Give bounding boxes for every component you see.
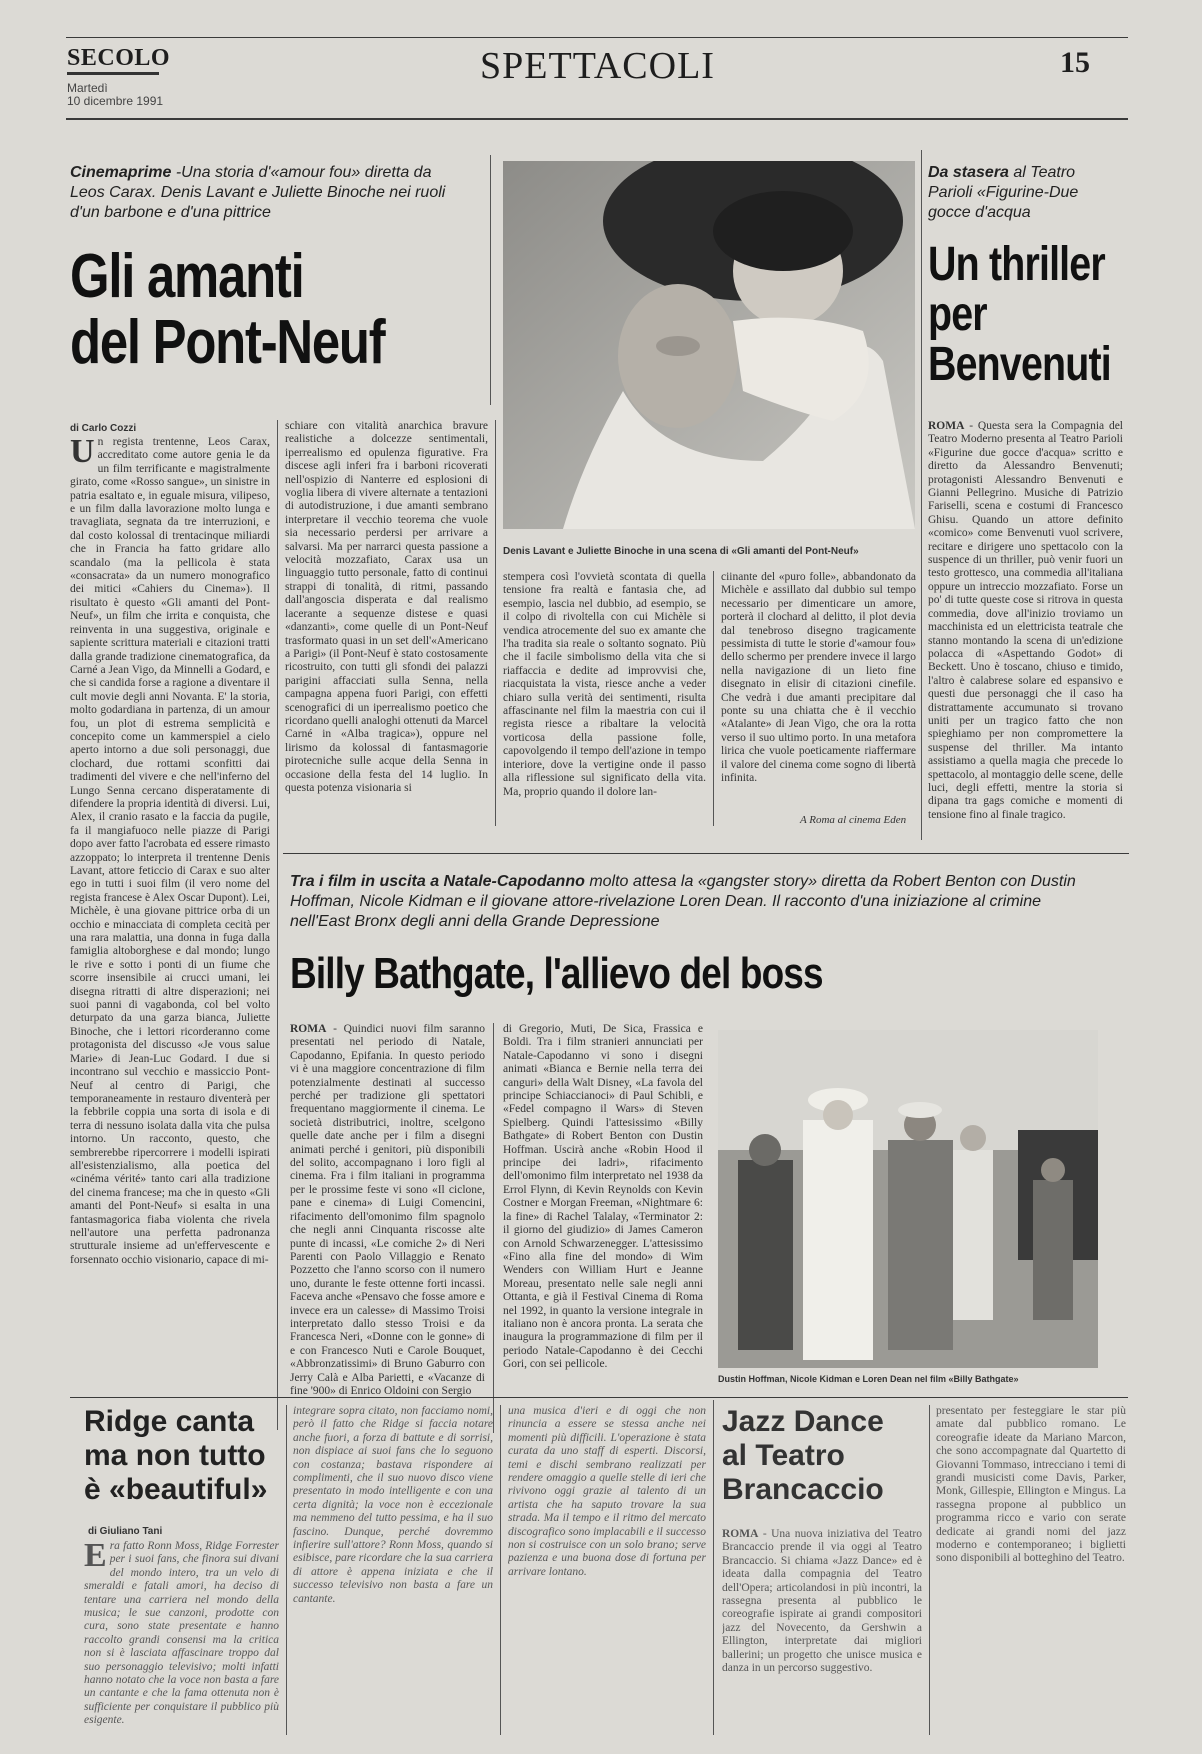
- page-number: 15: [1060, 46, 1090, 79]
- ridge-headline-line2: ma non tutto: [84, 1439, 266, 1472]
- masthead-logo-underline: [67, 72, 159, 75]
- thriller-headline-line2: per: [928, 288, 987, 341]
- thriller-kicker-text: al Teatro Parioli «Figurine-Due gocce d'acqua: [928, 164, 1079, 221]
- pontneuf-column-4: ciinante del «puro folle», abbandonato da Michèle e assillato dal dubbio sul tempo necessario per dimenticare un amore, porterà il clochard al delitto, il plot devia dal tenebroso disegno tragicamente pessimista di tutte le storie d'«amour fou» dello schermo per prendere invece il largo nella navigazione di un lieto fine disegnato in elisir di citazioni cinefile. Che vedrà i due amanti precipitare dal ponte su una chiatta che è il vecchio «Atalante» di Jean Vigo, che ora la rotta verso il suo ultimo porto. In una metafora lirica che vuole poeticamente riaffermare il valore del cinema come sogno di libertà infinita.: [721, 571, 916, 785]
- jazz-headline-line3: Brancaccio: [722, 1473, 884, 1506]
- thriller-headline-line3: Benvenuti: [928, 338, 1111, 391]
- jazz-headline-line1: Jazz Dance: [722, 1405, 884, 1438]
- jazz-column-2: presentato per festeggiare le star più amate dal pubblico romano. Le coreografie ideate da Mariano Marcon, che sono accompagnate dal Quartetto di Giovanni Tommaso, intrecciano i temi di grandi musicisti come Davis, Parker, Monk, Gillespie, Ellington e Mingus. La rassegna propone al pubblico un programma ricco e vario con serate dedicate ai grandi nomi del jazz moderno e contemporaneo; i biglietti sono disponibili al botteghino del Teatro.: [936, 1405, 1126, 1565]
- jazz-dateline: ROMA: [722, 1528, 759, 1540]
- thriller-divider: [921, 150, 922, 840]
- pontneuf-headline-line1: Gli amanti: [70, 242, 304, 311]
- pontneuf-column-1-text: n regista trentenne, Leos Carax, accreditato come autore genia le da un film terrificante e magistralmente girato, come «Rosso sangue», un sinistre in patria esaltato e, in eguale misura, vilipeso, e un film dalla lavorazione molto lunga e travagliata, segnata da tre interruzioni, e dal costo kolossal di trentacinque miliardi che in Francia ha fatto gridare allo scandalo (ma la pellicola è stata «consacrata» da un numero monografico dei mitici «Cahiers du Cinema»). Il risultato è questo «Gli amanti del Pont-Neuf», un film che irrita e conquista, che reinventa in una suggestiva, originale e sapiente scrittura materiali e citazioni tratti dalla grande tradizione cinematografica, da Carné a Jean Vigo, da Minnelli a Godard, e che si candida forse a ragione a diventare il cult movie degli anni Novanta. E' la storia, molto godardiana in partenza, di un amour fou, un plot di estrema semplicità e concepito come un kammerspiel a cielo aperto intorno a due soli personaggi, due clochard, due rottami sconfitti dai tradimenti del vivere e che nell'inferno del Lungo Senna cercano disperatamente di difendere la propria identità di diversi. Lui, Alex, il cranio rasato e la faccia da pugile, fa il mangiafuoco nelle piazze di Parigi dopo aver fatto l'acrobata ed essere rimasto azzoppato; lo interpreta il trentenne Denis Lavant, attore feticcio di Carax e suo alter ego in tutti i suoi film (il vero nome del regista francese è Alex Oscar Dupont). Lei, Michèle, è una giovane pittrice orba di un occhio e minacciata di completa cecità per una rara malattia, una donna in fuga dalla famiglia altoborghese e dal mondo; lungo le rive e sotto i ponti di un fiume che scorre insensibile ai crucci umani, lei disegna ritratti di altre disperazioni; nei suoi panni di vagabonda, col bel volto deturpato da una garza bianca, Juliette Binoche, che i lettori ricorderanno come protagonista del discusso «Je vous salue Marie» di Jean-Luc Godard. I due si incontrano sul vecchio e massiccio Pont-Neuf al centro di Parigi, che temporaneamente in restauro diventerà per la febbrile coppia una sorta di isola e di terra di nessuno isolata dalla vita che pulsa intorno. Un racconto, questo, che sembrerebbe ripercorrere i modelli ispirati all'esistenzialismo, alla poetica del «cinéma vérité» tanto cari alla tradizione del cinema francese; ma che in questo «Gli amanti del Pont-Neuf» si esalta in una fantasmagorica fiaba violenta che rivela nell'autore una perfetta padronanza strutturale insieme ad un'effervescente e forsennato occhio visionario, capace di mi-: [70, 436, 270, 1266]
- masthead-date-value: 10 dicembre 1991: [67, 94, 164, 108]
- billy-top-rule: [283, 853, 1129, 854]
- billy-photo-image: [718, 1030, 1098, 1368]
- thriller-kicker: [928, 163, 1118, 223]
- billy-headline: Billy Bathgate, l'allievo del boss: [290, 949, 823, 998]
- jazz-column-1: [722, 1528, 922, 1734]
- pontneuf-col-divider-1: [277, 420, 278, 1430]
- pontneuf-column-3: stempera così l'ovvietà scontata di quella tensione fra realtà e fantasia che, ad esempio, lascia nel dubbio, ad esempio, se il colpo di rivoltella con cui Michèle si vendica atrocemente del suo ex amante che l'ha tradita sia reale o soltanto sognato. Più che il facile simbolismo della vita che si riaffaccia e dedite ad improvvisi che, riacquistata la vista, riesce anche a veder chiaro sulla verità dei sentimenti, risulta affascinante nel film la maestria con cui il regista riesce a ribaltare la velocità vorticosa della passione folle, capovolgendo il tempo dell'azione in tempo interiore, dove la vertigine onde il passo alla riflessione sul significato della vita. Ma, proprio quando il dolore lan-: [503, 571, 706, 798]
- ridge-headline-line3: è «beautiful»: [84, 1473, 268, 1506]
- pontneuf-photo: [503, 161, 915, 529]
- pontneuf-col-divider-3: [713, 571, 714, 826]
- jazz-headline-line2: al Teatro: [722, 1439, 845, 1472]
- billy-col-divider-1: [493, 1023, 494, 1433]
- pontneuf-photo-image: [503, 161, 915, 529]
- ridge-col-divider-1: [286, 1405, 287, 1735]
- thriller-headline: [928, 240, 1125, 390]
- ridge-headline: [84, 1405, 284, 1507]
- ridge-column-2: integrare sopra citato, non facciamo nomi, però il fatto che Ridge si faccia notare anche fuori, a forza di battute e di sorrisi, non dispiace ai suoi fans che lo seguono con costanza; bastava rispondere ai complimenti, che il suo nuovo disco viene presentato in modo intelligente e con una certa dignità; la voce non è eccezionale ma nemmeno del tutto pessima, e ha il suo fascino. Dunque, perché dovremmo infierire sull'attore? Ronn Moss, quando si esibisce, pare ricordare che la sua carriera di attore è appena iniziata e che il successo televisivo non basta a fare un cantante.: [293, 1405, 493, 1605]
- pontneuf-venue-credit: A Roma al cinema Eden: [800, 814, 907, 826]
- ridge-headline-line1: Ridge canta: [84, 1405, 255, 1438]
- billy-dateline: ROMA: [290, 1023, 327, 1035]
- masthead-date: [67, 82, 227, 108]
- masthead-logo: SECOLO: [67, 45, 171, 71]
- billy-photo: [718, 1030, 1098, 1368]
- thriller-kicker-lead: Da stasera: [928, 164, 1009, 181]
- billy-column-1-text: - Quindici nuovi film saranno presentati nel periodo di Natale, Capodanno, Epifania. In questo periodo vi è una maggiore concentrazione di film potenzialmente destinati al successo perché per tradizione gli spettatori frequentano maggiormente il cinema. Le società distributrici, inoltre, scelgono quelle date anche per i film a disegni animati perché i genitori, più disponibili del solito, accompagnano i loro figli al cinema. Fra i film italiani in programma per le prossime feste vi sono «Il ciclone, pane e cinema» di Luigi Comencini, rifacimento dell'omonimo film spagnolo che negli anni Cinquanta riscosse alte punte di incassi, «Le comiche 2» di Neri Parenti con Paolo Villaggio e Renato Pozzetto che l'anno scorso con il numero uno, durante le feste ottenne forti incassi. Faceva anche «Pensavo che fosse amore e invece era un calesse» di Massimo Troisi interpretato dallo stesso Troisi e da Francesca Neri, «Donne con le gonne» di e con Francesco Nuti e Carole Bouquet, «Abbronzatissimi» di Bruno Gaburro con Jerry Calà e Alba Parietti, e «Vacanze di fine '900» di Enrico Oldoini con Sergio: [290, 1023, 485, 1397]
- billy-photo-caption: Dustin Hoffman, Nicole Kidman e Loren Dean nel film «Billy Bathgate»: [718, 1374, 1019, 1384]
- top-rule: [66, 37, 1128, 38]
- ridge-jazz-divider: [713, 1400, 714, 1735]
- pontneuf-headline-line2: del Pont-Neuf: [70, 308, 385, 377]
- jazz-col-divider: [929, 1405, 930, 1735]
- ridge-col-divider-2: [500, 1405, 501, 1735]
- billy-column-2: di Gregorio, Muti, De Sica, Frassica e Boldi. Tra i film stranieri annunciati per Natale-Capodanno vi sono i disegni animati «Bianca e Bernie nella terra dei canguri» della Walt Disney, «La favola del principe Schiaccianoci» di Paul Schibli, e «Fedel compagno il Wars» di Steven Spielberg. Quindi l'attesissimo «Billy Bathgate» di Robert Benton con Dustin Hoffman. Uscirà anche «Robin Hood il principe dei ladri», rifacimento dell'omonimo film interpretato nel 1938 da Errol Flynn, di Kevin Reynolds con Kevin Costner e Morgan Freeman, «Nightmare 6: la fine» di Rachel Talalay, «Terminator 2: il giorno del giudizio» di James Cameron con Arnold Schwarzenegger. L'attesissimo «Fino alla fine del mondo» di Wim Wenders con William Hurt e Jeanne Moreau, presentato nelle sale negli anni Ottanta, e già il Festival Cinema di Roma nel 1992, in quanto la versione integrale in italiano non è ancora pronta. La serata che inaugura la programmazione di film per il periodo Natale-Capodanno è dei Cecchi Gori, con sei pellicole.: [503, 1023, 703, 1371]
- pontneuf-divider: [490, 155, 491, 405]
- jazz-headline: [722, 1405, 932, 1507]
- masthead-rule: [66, 118, 1128, 120]
- pontneuf-drop-cap: U: [70, 436, 95, 470]
- thriller-body: [928, 420, 1123, 830]
- pontneuf-column-2: schiare con vitalità anarchica bravure realistiche a dolcezze sentimentali, iperrealismo ed opulenza figurative. Fra discese agli inferi fra i barboni ricoverati nell'ospizio di Nanterre ed esplosioni di voglia libera di vivere alternate a tentazioni di autodistruzione, i due amanti sembrano interpretare il vecchio teorema che vuole sia necessario perdersi per arrivare a salvarsi. Ma per narrarci questa passione a velocità mozzafiato, Carax usa un linguaggio tutto personale, fatto di continui strappi di tonalità, di ritmi, passando dall'angoscia disperata e dal realismo lacerante a sequenze distese e quasi «danzanti», come quelle di un Pont-Neuf trasformato quasi in un set dell'«Americano a Parigi» (il Pont-Neuf è stato costosamente ricostruito, con tutti gli sfondi dei palazzi parigini affacciati sulla Senna, nella campagna appena fuori Parigi, con effetti scenografici di un iperrealismo poetico che ricordano quelli analoghi ottenuti da Marcel Carné in «Alba tragica»), oppure nel lirismo da kolossal di fantasmagorie pirotecniche sulle acque della Senna in occasione della festa del 14 luglio. In questa potenza visionaria si: [285, 420, 488, 794]
- pontneuf-byline: di Carlo Cozzi: [70, 423, 137, 434]
- masthead-weekday: Martedì: [67, 81, 108, 95]
- jazz-column-1-text: - Una nuova iniziativa del Teatro Brancaccio prende il via oggi al Teatro Brancaccio. Si chiama «Jazz Dance» ed è ideata dalla compagnia del Teatro dell'Opera; articolandosi in più incontri, la rassegna presenta al pubblico le coreografie ispirate ai grandi compositori jazz del Novecento, da Gershwin a Ellington, interpretate dai migliori ballerini; un progetto che unisce musica e danza in un percorso suggestivo.: [722, 1528, 922, 1675]
- pontneuf-kicker-lead: Cinemaprime: [70, 164, 172, 181]
- pontneuf-kicker: [70, 163, 470, 223]
- pontneuf-kicker-text: -Una storia d'«amour fou» diretta da Leos Carax. Denis Lavant e Juliette Binoche nei ruoli d'un barbone e d'una pittrice: [70, 164, 446, 221]
- thriller-body-text: - Questa sera la Compagnia del Teatro Moderno presenta al Teatro Parioli «Figurine due gocce d'acqua» scritto e diretto da Alessandro Benvenuti; protagonisti Alessandro Benvenuti e Gianni Pellegrino. Musiche di Patrizio Fariselli, scena e costumi di Francesco Ghisu. Quando un attore definito «comico» come Benvenuti vuol scrivere, recitare e dirigere uno spettacolo con la suspence di un thriller, può venir fuori un testo grottesco, una commedia all'italiana oppure un intreccio mozzafiato. Forse un po' di tutte queste cose si ritrova in questa commedia, dove all'inizio troviamo un macchinista ed un elettricista teatrale che stanno montando la scena di un'edizione polacca di «Aspettando Godot» di Beckett. Uno è toscano, chiuso e timido, l'altro è calabrese solare ed espansivo e questi due personaggi che il caso ha distrattamente accumunato si trovano uniti per un tragico fatto che non spieghiamo per non compromettere la suspense del thriller. Ma intanto assistiamo a quella magia che precede lo spettacolo, al montaggio delle scene, delle luci, degli effetti, mentre la storia si dipana tra gags comiche e momenti di tensione fino al finale tragico.: [928, 420, 1123, 821]
- pontneuf-column-1: [70, 436, 270, 1437]
- section-title: SPETTACOLI: [480, 45, 715, 87]
- thriller-dateline: ROMA: [928, 420, 965, 432]
- billy-kicker: [290, 872, 1090, 932]
- ridge-drop-cap: E: [84, 1540, 107, 1574]
- pontneuf-photo-caption: Denis Lavant e Juliette Binoche in una scena di «Gli amanti del Pont-Neuf»: [503, 546, 859, 557]
- ridge-column-3: una musica d'ieri e di oggi che non rinuncia a essere se stessa anche nei momenti più difficili. L'operazione è stata curata da uno staff di esperti. Discorsi, temi e dischi sembrano realizzati per rendere omaggio a quelle stelle di ieri che rivivono oggi grazie al talento di un artista che ha saputo trovare la sua strada. Ma il tempo e il ritmo del mercato discografico sono implacabili e il successo non si costruisce con un solo brano; serve pazienza e una buona dose di fortuna per arrivare lontano.: [508, 1405, 706, 1578]
- ridge-column-1: [84, 1540, 279, 1734]
- billy-column-1: [290, 1023, 485, 1433]
- thriller-headline-line1: Un thriller: [928, 238, 1105, 291]
- pontneuf-headline: [70, 244, 496, 376]
- billy-kicker-lead: Tra i film in uscita a Natale-Capodanno: [290, 873, 585, 890]
- bottom-section-rule: [70, 1397, 1128, 1398]
- billy-kicker-text: molto attesa la «gangster story» diretta da Robert Benton con Dustin Hoffman, Nicole Kidman e il giovane attore-rivelazione Loren Dean. Il racconto d'una iniziazione al crimine nell'East Bronx degli anni della Grande Depressione: [290, 873, 1076, 930]
- pontneuf-col-divider-2: [495, 420, 496, 826]
- ridge-column-1-text: ra fatto Ronn Moss, Ridge Forrester per i suoi fans, che finora sui divani del mondo intero, tra un velo di smeraldi e fatali amori, ha deciso di tentare una carriera nel mondo della musica; le sue canzoni, prodotte con cura, sono state presentate e hanno raccolto grandi consensi ma la critica non si è lasciata affascinare troppo dal suo personaggio televisivo; molti infatti hanno notato che la voce non basta a fare un cantante e che la fama ottenuta non è sufficiente per conquistare il pubblico più esigente.: [84, 1540, 279, 1727]
- ridge-byline: di Giuliano Tani: [88, 1526, 163, 1537]
